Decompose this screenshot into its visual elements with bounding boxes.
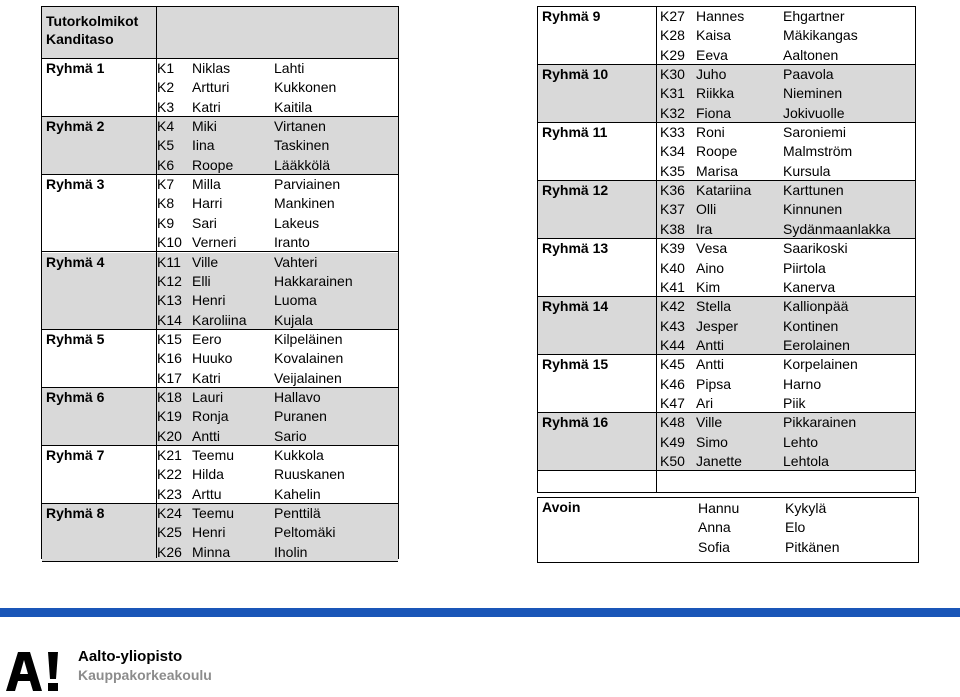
group-block: [538, 239, 915, 297]
column-divider: [656, 7, 657, 492]
member-code: K45: [660, 356, 685, 373]
member-row: [538, 7, 915, 26]
member-first: Teemu: [192, 505, 235, 522]
member-code: K18: [157, 388, 182, 405]
member-row: [538, 65, 915, 84]
aalto-logo-icon: [4, 650, 68, 692]
member-code: K28: [660, 27, 685, 44]
member-row: [42, 233, 398, 252]
member-row: [538, 355, 915, 374]
member-row: [42, 485, 398, 504]
left-group-table: [41, 6, 399, 559]
member-first: Iina: [192, 137, 215, 154]
member-row: [42, 330, 398, 349]
member-code: K46: [660, 375, 685, 392]
member-row: [42, 156, 398, 175]
member-row: [538, 278, 915, 297]
member-last: Saroniemi: [783, 124, 847, 141]
member-last: Puranen: [274, 408, 327, 425]
member-code: K9: [157, 214, 175, 231]
member-code: K39: [660, 240, 685, 257]
member-first: Olli: [696, 201, 717, 218]
member-first: Aino: [696, 259, 725, 276]
member-code: K14: [157, 311, 182, 328]
member-last: Ehgartner: [783, 8, 845, 24]
member-row: [42, 504, 398, 523]
member-first: Simo: [696, 433, 728, 450]
group-block: [42, 446, 398, 504]
member-last: Korpelainen: [783, 356, 858, 373]
member-row: [538, 84, 915, 103]
member-row: [42, 272, 398, 291]
group-name: Ryhmä 14: [542, 298, 609, 315]
member-last: Peltomäki: [274, 524, 336, 541]
member-first: Pipsa: [696, 375, 732, 392]
member-code: K3: [157, 98, 175, 115]
member-code: K11: [157, 253, 181, 270]
member-last: Lehtola: [783, 453, 829, 470]
member-first: Eeva: [696, 46, 728, 63]
member-last: Sydänmaanlakka: [783, 220, 891, 237]
member-code: K34: [660, 143, 685, 160]
member-code: K2: [157, 79, 175, 96]
member-code: K15: [157, 330, 182, 347]
member-code: K50: [660, 453, 685, 470]
member-code: K22: [157, 466, 182, 483]
member-first: Antti: [696, 356, 725, 373]
member-row: [538, 317, 915, 336]
group-name: Ryhmä 3: [46, 176, 105, 193]
member-first: Hannes: [696, 8, 745, 24]
brand-name: Aalto-yliopisto: [78, 648, 183, 665]
member-row: [42, 407, 398, 426]
member-last: Nieminen: [783, 85, 843, 102]
member-code: K33: [660, 124, 685, 141]
member-last: Luoma: [274, 292, 317, 309]
member-code: K21: [157, 447, 182, 463]
member-first: Stella: [696, 298, 732, 315]
member-row: [42, 175, 398, 194]
member-code: K36: [660, 182, 685, 199]
member-row: [538, 394, 915, 413]
member-last: Aaltonen: [783, 46, 839, 63]
member-first: Ronja: [192, 408, 229, 425]
group-name: Ryhmä 12: [542, 182, 609, 199]
group-block: [538, 7, 915, 65]
member-first: Sofia: [698, 538, 730, 555]
member-code: K4: [157, 118, 175, 135]
member-first: Roope: [696, 143, 738, 160]
group-name: Avoin: [542, 499, 581, 515]
right-group-table: [537, 6, 916, 493]
member-first: Ville: [192, 253, 219, 270]
brand-school: Kauppakorkeakoulu: [78, 667, 212, 683]
member-first: Teemu: [192, 447, 235, 463]
member-last: Kukkonen: [274, 79, 337, 96]
group-name: Ryhmä 15: [542, 356, 609, 373]
member-first: Hannu: [698, 500, 740, 516]
member-last: Eerolainen: [783, 336, 850, 353]
member-code: K6: [157, 156, 175, 173]
member-first: Niklas: [192, 60, 231, 76]
member-code: K29: [660, 46, 685, 63]
member-row: [42, 427, 398, 446]
member-row: [42, 465, 398, 484]
member-last: Hallavo: [274, 388, 321, 405]
brand-bar: [0, 608, 960, 617]
member-last: Paavola: [783, 66, 834, 83]
member-last: Hakkarainen: [274, 272, 353, 289]
member-row: [538, 239, 915, 258]
member-first: Artturi: [192, 79, 230, 96]
member-row: [538, 259, 915, 278]
group-block: [538, 181, 915, 239]
member-row: [42, 214, 398, 233]
member-row: [42, 446, 398, 465]
group-block: [538, 297, 915, 355]
member-last: Piirtola: [783, 259, 826, 276]
member-code: K42: [660, 298, 685, 315]
member-code: K1: [157, 60, 175, 76]
member-row: [42, 369, 398, 388]
member-last: Piik: [783, 394, 806, 411]
member-code: K17: [157, 369, 182, 386]
member-first: Roni: [696, 124, 725, 141]
member-row: [538, 162, 915, 181]
member-first: Harri: [192, 195, 223, 212]
member-row: [538, 200, 915, 219]
member-code: K13: [157, 292, 182, 309]
member-code: K48: [660, 414, 685, 431]
group-block: [538, 355, 915, 413]
member-first: Katri: [192, 369, 221, 386]
title-line-1: Tutorkolmikot: [46, 13, 139, 29]
member-last: Kujala: [274, 311, 313, 328]
member-last: Veijalainen: [274, 369, 342, 386]
member-code: K47: [660, 394, 685, 411]
member-code: K16: [157, 350, 182, 367]
member-last: Kukkola: [274, 447, 324, 463]
member-code: K26: [157, 543, 182, 560]
member-last: Kahelin: [274, 485, 321, 502]
member-code: K30: [660, 66, 685, 83]
member-code: K38: [660, 220, 685, 237]
group-name: Ryhmä 4: [46, 253, 105, 270]
member-first: Kim: [696, 278, 721, 295]
column-divider: [156, 7, 157, 558]
member-code: K37: [660, 201, 685, 218]
member-row: [538, 452, 915, 471]
member-first: Henri: [192, 524, 226, 541]
member-first: Hilda: [192, 466, 224, 483]
group-name: Ryhmä 1: [46, 60, 105, 76]
member-code: K27: [660, 8, 685, 24]
title-line-2: Kanditaso: [46, 31, 114, 47]
member-first: Katri: [192, 98, 221, 115]
member-code: K19: [157, 408, 182, 425]
table-header: [42, 7, 398, 59]
table-title: [42, 7, 157, 58]
member-last: Taskinen: [274, 137, 330, 154]
member-last: Malmström: [783, 143, 853, 160]
member-first: Eero: [192, 330, 222, 347]
group-name: Ryhmä 7: [46, 447, 105, 463]
group-name: Ryhmä 5: [46, 330, 105, 347]
member-last: Iholin: [274, 543, 308, 560]
member-last: Lahti: [274, 60, 305, 76]
member-first: Fiona: [696, 104, 732, 121]
member-last: Elo: [785, 519, 806, 536]
member-last: Lakeus: [274, 214, 320, 231]
member-code: K23: [157, 485, 182, 502]
member-code: K31: [660, 85, 685, 102]
member-code: K25: [157, 524, 182, 541]
group-block: [42, 175, 398, 252]
member-first: Henri: [192, 292, 226, 309]
member-last: Kanerva: [783, 278, 836, 295]
member-last: Vahteri: [274, 253, 318, 270]
group-name: Ryhmä 13: [542, 240, 609, 257]
member-code: K43: [660, 317, 685, 334]
member-code: K7: [157, 176, 175, 193]
member-row: [42, 98, 398, 117]
member-first: Lauri: [192, 388, 224, 405]
member-code: K10: [157, 234, 182, 251]
member-row: [42, 253, 398, 272]
group-name: Ryhmä 6: [46, 388, 105, 405]
member-last: Lehto: [783, 433, 819, 450]
group-block: [538, 413, 915, 471]
member-code: K12: [157, 272, 182, 289]
member-row: [42, 78, 398, 97]
member-first: Kaisa: [696, 27, 732, 44]
member-last: Mankinen: [274, 195, 335, 212]
member-code: K41: [660, 278, 685, 295]
member-first: Riikka: [696, 85, 735, 102]
group-block: [538, 65, 915, 123]
member-last: Kontinen: [783, 317, 839, 334]
member-last: Virtanen: [274, 118, 326, 135]
member-first: Huuko: [192, 350, 233, 367]
member-last: Pikkarainen: [783, 414, 857, 431]
member-row: [538, 499, 918, 518]
member-last: Kykylä: [785, 500, 827, 516]
member-first: Sari: [192, 214, 217, 231]
member-last: Harno: [783, 375, 822, 392]
member-row: [538, 518, 918, 537]
member-row: [538, 104, 915, 123]
member-row: [538, 181, 915, 200]
member-last: Pitkänen: [785, 538, 840, 555]
member-last: Saarikoski: [783, 240, 848, 257]
member-first: Marisa: [696, 162, 739, 179]
member-last: Ruuskanen: [274, 466, 345, 483]
member-last: Kursula: [783, 162, 831, 179]
member-first: Anna: [698, 519, 731, 536]
member-last: Kinnunen: [783, 201, 843, 218]
member-first: Juho: [696, 66, 727, 83]
member-last: Penttilä: [274, 505, 321, 522]
group-name: Ryhmä 11: [542, 124, 608, 141]
member-row: [538, 538, 918, 557]
member-row: [538, 46, 915, 65]
member-first: Ville: [696, 414, 723, 431]
member-row: [538, 375, 915, 394]
member-last: Kovalainen: [274, 350, 344, 367]
member-row: [538, 123, 915, 142]
member-row: [538, 220, 915, 239]
member-row: [42, 349, 398, 368]
group-name: Ryhmä 2: [46, 118, 105, 135]
member-last: Kallionpää: [783, 298, 849, 315]
member-row: [42, 311, 398, 330]
member-code: K8: [157, 195, 175, 212]
member-first: Ira: [696, 220, 713, 237]
member-row: [538, 297, 915, 316]
group-block: [42, 253, 398, 330]
member-first: Ari: [696, 394, 714, 411]
group-name: Ryhmä 9: [542, 8, 601, 24]
member-first: Miki: [192, 118, 217, 135]
member-row: [42, 136, 398, 155]
member-first: Roope: [192, 156, 234, 173]
member-last: Lääkkölä: [274, 156, 331, 173]
member-row: [42, 117, 398, 136]
member-first: Karoliina: [192, 311, 247, 328]
member-row: [42, 523, 398, 542]
member-row: [538, 433, 915, 452]
member-last: Kaitila: [274, 98, 313, 115]
member-last: Iranto: [274, 234, 310, 251]
member-code: K44: [660, 336, 685, 353]
member-last: Karttunen: [783, 182, 844, 199]
member-first: Verneri: [192, 234, 237, 251]
group-block: [538, 123, 915, 181]
member-first: Antti: [696, 336, 725, 353]
member-first: Vesa: [696, 240, 728, 257]
member-first: Jesper: [696, 317, 739, 334]
member-row: [538, 336, 915, 355]
group-block: [42, 117, 398, 175]
member-first: Arttu: [192, 485, 222, 502]
member-row: [42, 291, 398, 310]
member-row: [42, 388, 398, 407]
group-block: [42, 388, 398, 446]
member-last: Mäkikangas: [783, 27, 858, 44]
member-code: K24: [157, 505, 182, 522]
member-row: [538, 142, 915, 161]
member-last: Jokivuolle: [783, 104, 845, 121]
member-row: [42, 543, 398, 562]
group-name: Ryhmä 8: [46, 505, 105, 522]
member-code: K49: [660, 433, 685, 450]
member-code: K20: [157, 427, 182, 444]
member-row: [42, 59, 398, 78]
member-row: [538, 413, 915, 432]
open-group-table: [537, 497, 919, 563]
member-first: Minna: [192, 543, 231, 560]
member-last: Kilpeläinen: [274, 330, 343, 347]
member-first: Katariina: [696, 182, 752, 199]
group-name: Ryhmä 16: [542, 414, 609, 431]
group-block: [42, 504, 398, 562]
member-code: K32: [660, 104, 685, 121]
member-first: Elli: [192, 272, 211, 289]
group-name: Ryhmä 10: [542, 66, 609, 83]
member-last: Sario: [274, 427, 307, 444]
member-last: Parviainen: [274, 176, 341, 193]
member-row: [538, 26, 915, 45]
member-first: Milla: [192, 176, 221, 193]
member-code: K40: [660, 259, 685, 276]
member-first: Antti: [192, 427, 221, 444]
member-code: K5: [157, 137, 175, 154]
group-block: [42, 59, 398, 117]
group-block: [42, 330, 398, 388]
member-row: [42, 194, 398, 213]
member-first: Janette: [696, 453, 742, 470]
member-code: K35: [660, 162, 685, 179]
